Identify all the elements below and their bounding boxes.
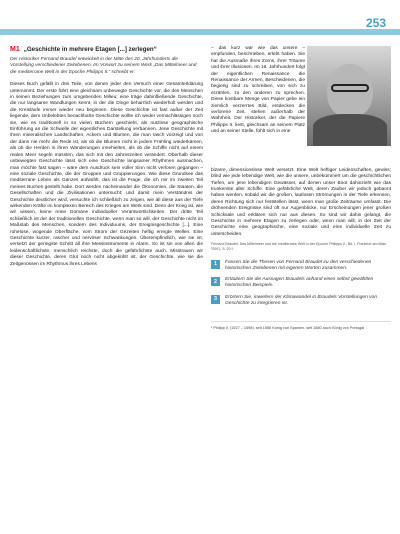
footnote [211, 321, 391, 331]
header-rule [0, 29, 400, 35]
task-number: 3 [211, 295, 220, 304]
task-item [211, 260, 391, 272]
left-column [10, 46, 203, 268]
material-title: „Geschichte in mehrere Etagen [...] zerlegen“ [23, 46, 157, 53]
material-body-left: Dieses Buch gefällt in drei Teile, von denen jeder den Versuch einer Gesamterklärung unternimmt. Der erste führt eine gleichsam unbewegte Geschichte vor, die des Menschen in seinen Beziehungen zum umgebenden Milieu; eine träge dahinfließende Geschichte, die nur langsame Wandlungen kennt, in der die Dinge beharrlich wiederholt werden und die Kreisläufe immer wieder neu beginnen. Diese Geschichte ist fast außer der Zeit liegende, dem Unbelebten benachbarte Geschichte wollte ich weder vernachlässigen noch sie, wie es traditionell in so vielen Büchern geschieht, als nutzlose geographische Einführung an die Schwelle der eigentlichen Darstellung verbannen. Jene Geschichte mit ihren mineralischen Landschaften, Ackern und Blumen, die man rasch vorzeigt und von der dann nie mehr die Rede ist, als ob die Blumen nicht in jedem Frühling wiederkämen, als ob die Herden in ihren Wanderungen innehielten, als ob die Schiffe nicht auf einem realen Meer segeln müssten, das sich mit den Jahreszeiten verändert. Oberhalb dieser unbewegten Geschichte lässt sich eine Geschichte langsamer Rhythmen ausmachen, man möchte fast sagen – wäre dem Ausdruck sein voller Sinn nicht verloren gegangen – eine soziale Geschichte, die der Gruppen und Gruppierungen. Wie diese Grundsee das mediterrane Leben als Ganzes aufwühlt, das ist die Frage, die ich mir im zweiten Teil meines Buches gestellt habe. Dort werden nacheinander die Ökonomien, die Staaten, die Gesellschaften und die Zivilisationen untersucht; und damit mein Verständnis der Geschichte deutlicher wird, versuchte ich schließlich zu zeigen, wie all diese aus der Tiefe wirkenden Kräfte im komplexen Bereich des Krieges am Werk sind. Denn der Krieg ist, wie wir wissen, keine reine Domäne individueller Verantwortlichkeiten. Der dritte Teil schließlich ist der der traditionellen Geschichte, wenn man so will, der Geschichte nicht im Maßstab des Menschen, sondern des Individuums, der Ereignisgeschichte [...]. Eine ruhelose, wogende Oberfläche, vom Strom der Gezeiten heftig erregte Wellen. Eine Geschichte kurzer, rascher und nervöser Schwankungen. Überempfindlich, wie sie ist, versetzt der geringste Schritt all ihre Messinstrumente in Alarm. So ist sie von allen die leidenschaftlichste, menschlich reichste, doch die gefährlichste auch. Misstrauen wir dieser Geschichte, deren Glut noch nicht abgekühlt ist, der Geschichte, wie sie die Zeitgenossen im Rhythmus ihres Lebens [10, 82, 203, 267]
material-heading [10, 46, 203, 53]
material-body-right-mid: bizarre, dimensionslose Welt versetzt. Eine Welt heftiger Leidenschaften, gewiss; blind wie jede lebendige Welt, wie die unsere, unbekümmert um die geschichtlichen Tiefen, um jene lebendigen Gewässer, auf denen unser Boot dahinzieht wie das trunkenste aller Schiffe. Eine gefährliche Welt, deren Zauber wir jedoch gebannt haben werden, sobald wir die großen, lautlosen Strömungen in der Tiefe erkennen, deren Richtung sich nur feststellen lässt, wenn man große Zeiträume umfasst. Die dröhnenden Ereignisse sind oft nur Augenblicke, nur Erscheinungen jener großen Schicksale und erklären sich nur aus diesen. So sind wir dahin gelangt, die Geschichte in mehrere Etagen zu zerlegen oder, wenn man will, in der Zeit der Geschichte eine geographische, eine soziale und eine individuelle Zeit zu unterscheiden. [211, 167, 391, 237]
task-item [211, 295, 391, 307]
task-text: Fassen Sie die Thesen von Fernand Braudel zu den verschiedenen historischen Zeitebenen mit eigenen Worten zusammen. [225, 259, 372, 271]
material-intro: Der Historiker Fernand Braudel entwickelt in der Mitte des 20. Jahrhunderts die Vorstellung verschiedener Zeitebenen. Im Vorwort zu seinem Werk „Das Mittelmeer und die mediterrane Welt in der Epoche Philipps II.“ schreibt er: [10, 57, 197, 75]
photo-block [307, 46, 391, 61]
page-number: 253 [365, 16, 386, 30]
task-item [211, 277, 391, 289]
portrait-photo [307, 46, 391, 146]
task-number: 1 [211, 260, 220, 269]
task-text: Erörtern Sie, inwiefern der Klimawandel in Braudels Vorstellungen von Geschichte zu integrieren ist. [225, 294, 378, 306]
footnote-marker: ¹ [211, 325, 214, 330]
page-header [0, 0, 400, 34]
task-number: 2 [211, 277, 220, 286]
source-citation: Fernand Braudel, Das Mittelmeer und die mediterrane Welt in der Epoche Philipps II., Bd. I, Frankfurt am Main ²2001, S. 20 f. [211, 242, 387, 251]
material-badge: M1 [10, 46, 20, 53]
portrait-glasses [331, 84, 369, 92]
task-text: Erläutern Sie die Aussagen Braudels anhand eines selbst gewählten historischen Beispiels. [225, 277, 374, 289]
material-body-right-top: – das kurz war wie das unsere – empfunden, beschrieben, erlebt haben. Sie hat die Ausmaße ihres Zorns, ihrer Träume und ihrer Illusionen. Im 16. Jahrhundert folgt der eigentlichen Renaissance die Renaissance der Armen, Bescheidenen, die begierig sind zu schreiben, von sich zu erzählen, zu den anderen zu sprechen. Diese kostbare Menge von Papier gebe ein ziemlich verzerrtes Bild, entdecken die verlorene Zeit, stehen außerhalb der Wahrheit. Der Historiker, der die Papiere Philipps II. liest, gleichsam an seinem Platz und an seiner Stelle, fühlt sich in eine [211, 46, 305, 135]
right-column [211, 46, 391, 331]
task-list [211, 260, 391, 307]
footnote-text: Philipp II. (1527 – 1598): seit 1556 König von Spanien, seit 1580 auch König von Portugal [213, 325, 365, 330]
portrait-suit [313, 114, 387, 146]
